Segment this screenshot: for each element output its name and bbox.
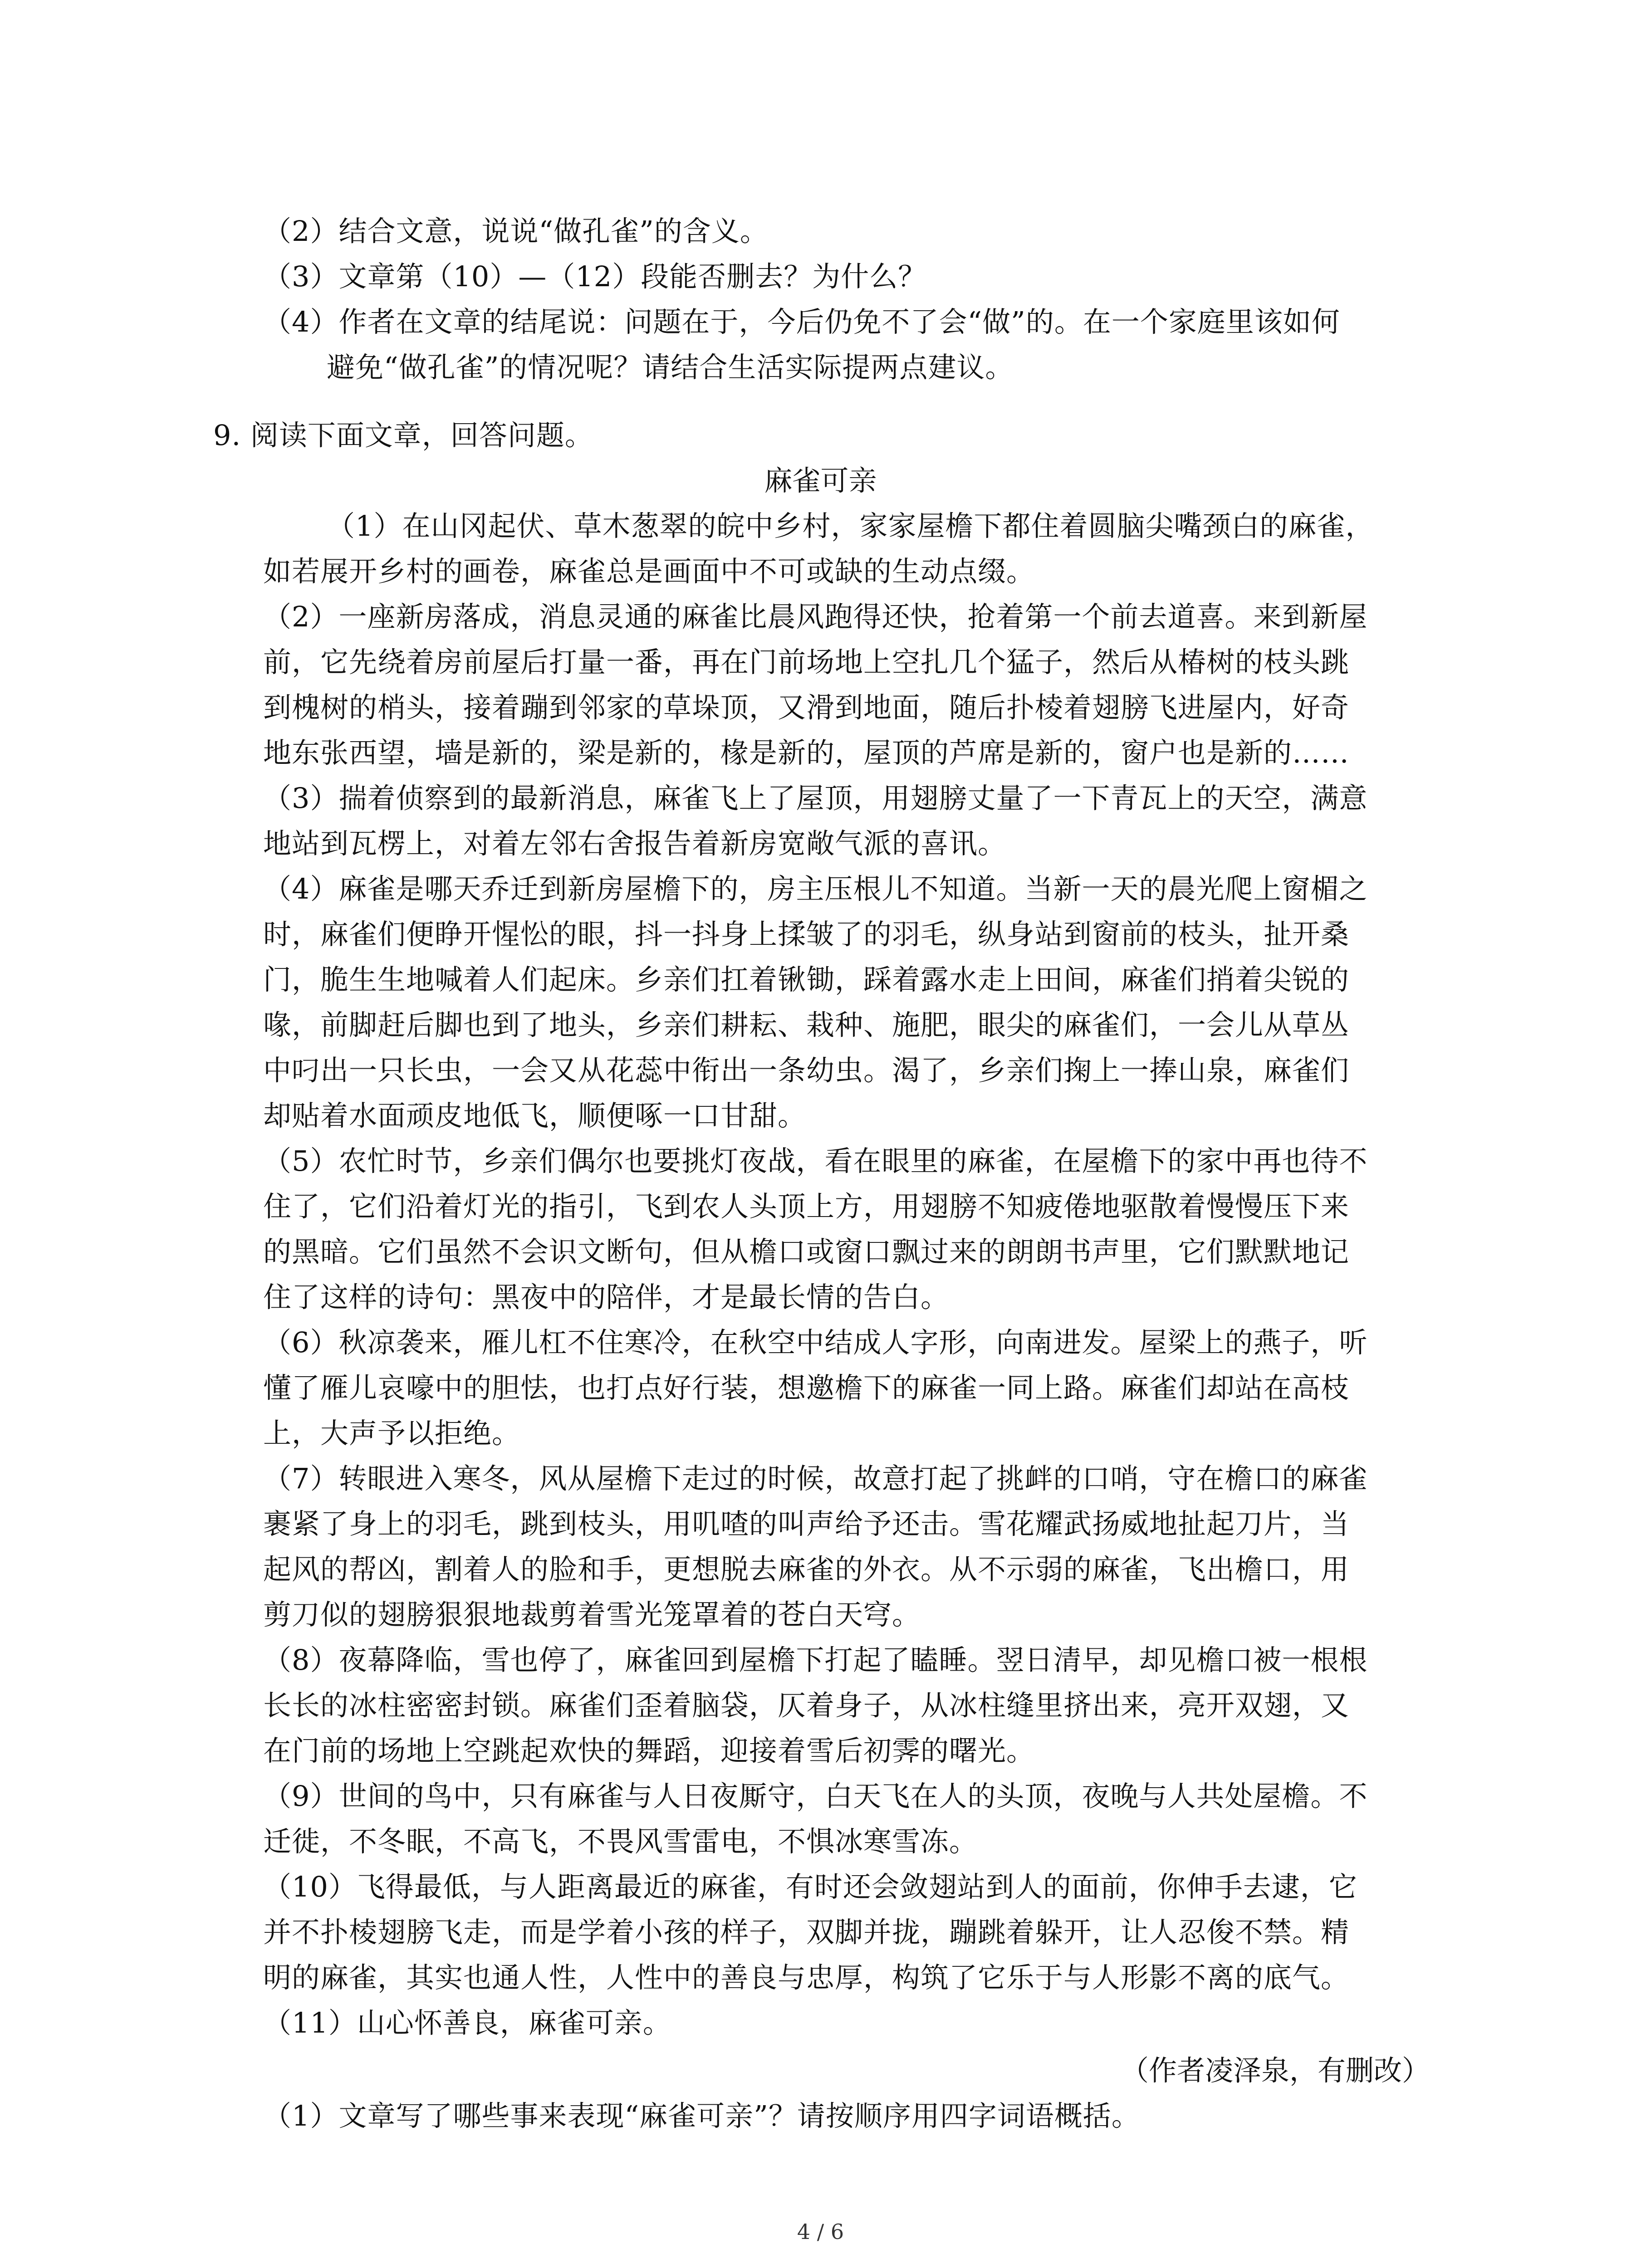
article-line: 前，它先绕着房前屋后打量一番，再在门前场地上空扎几个猛子，然后从椿树的枝头跳 <box>263 645 1350 679</box>
article-line: 迁徙，不冬眠，不高飞，不畏风雪雷电，不惧冰寒雪冻。 <box>263 1825 978 1858</box>
article-line: （7）转眼进入寒冬，风从屋檐下走过的时候，故意打起了挑衅的口哨，守在檐口的麻雀 <box>263 1462 1368 1495</box>
article-line: 门，脆生生地喊着人们起床。乡亲们扛着锹锄，踩着露水走上田间，麻雀们捎着尖锐的 <box>263 963 1350 996</box>
article-line: 裹紧了身上的羽毛，跳到枝头，用叽喳的叫声给予还击。雪花耀武扬威地扯起刀片，当 <box>263 1507 1350 1540</box>
article-line: （6）秋凉袭来，雁儿杠不住寒冷，在秋空中结成人字形，向南进发。屋梁上的燕子，听 <box>263 1326 1368 1359</box>
article-line: （2）一座新房落成，消息灵通的麻雀比晨风跑得还快，抢着第一个前去道喜。来到新屋 <box>263 600 1368 633</box>
article-line: （10）飞得最低，与人距离最近的麻雀，有时还会敛翅站到人的面前，你伸手去逮，它 <box>263 1870 1357 1903</box>
article-line: 起风的帮凶，割着人的脸和手，更想脱去麻雀的外衣。从不示弱的麻雀，飞出檐口，用 <box>263 1553 1350 1586</box>
article-attribution: （作者凌泽泉，有删改） <box>1120 2054 1430 2087</box>
article-line: （3）揣着侦察到的最新消息，麻雀飞上了屋顶，用翅膀丈量了一下青瓦上的天空，满意 <box>263 782 1368 815</box>
article-line: 中叼出一只长虫，一会又从花蕊中衔出一条幼虫。渴了，乡亲们掬上一捧山泉，麻雀们 <box>263 1054 1350 1087</box>
article-line: 住了这样的诗句：黑夜中的陪伴，才是最长情的告白。 <box>263 1281 950 1314</box>
question-line: （4）作者在文章的结尾说：问题在于，今后仍免不了会“做”的。在一个家庭里该如何 <box>263 305 1340 338</box>
article-line: 却贴着水面顽皮地低飞，顺便啄一口甘甜。 <box>263 1099 807 1132</box>
article-line: 懂了雁儿哀嚎中的胆怯，也打点好行装，想邀檐下的麻雀一同上路。麻雀们却站在高枝 <box>263 1371 1350 1404</box>
article-line: 到槐树的梢头，接着蹦到邻家的草垛顶，又滑到地面，随后扑棱着翅膀飞进屋内，好奇 <box>263 691 1350 724</box>
article-line: 住了，它们沿着灯光的指引，飞到农人头顶上方，用翅膀不知疲倦地驱散着慢慢压下来 <box>263 1190 1350 1223</box>
article-line: （9）世间的鸟中，只有麻雀与人日夜厮守，白天飞在人的头顶，夜晚与人共处屋檐。不 <box>263 1779 1368 1813</box>
article-line: （5）农忙时节，乡亲们偶尔也要挑灯夜战，看在眼里的麻雀，在屋檐下的家中再也待不 <box>263 1144 1368 1178</box>
article-line: （11）山心怀善良，麻雀可亲。 <box>263 2006 671 2039</box>
article-line: 明的麻雀，其实也通人性，人性中的善良与忠厚，构筑了它乐于与人形影不离的底气。 <box>263 1961 1350 1994</box>
article-line: 并不扑棱翅膀飞走，而是学着小孩的样子，双脚并拢，蹦跳着躲开，让人忍俊不禁。精 <box>263 1916 1350 1949</box>
article-line: 地站到瓦楞上，对着左邻右舍报告着新房宽敞气派的喜讯。 <box>263 827 1007 860</box>
article-title: 麻雀可亲 <box>764 464 877 497</box>
article-line: 的黑暗。它们虽然不会识文断句，但从檐口或窗口飘过来的朗朗书声里，它们默默地记 <box>263 1235 1350 1268</box>
article-line: （8）夜幕降临，雪也停了，麻雀回到屋檐下打起了瞌睡。翌日清早，却见檐口被一根根 <box>263 1643 1368 1677</box>
question-line: （2）结合文意，说说“做孔雀”的含义。 <box>263 215 769 248</box>
question-line: （3）文章第（10）—（12）段能否删去？为什么？ <box>263 260 927 293</box>
article-line: 喙，前脚赶后脚也到了地头，乡亲们耕耘、栽种、施肥，眼尖的麻雀们，一会儿从草丛 <box>263 1008 1350 1041</box>
article-line: 在门前的场地上空跳起欢快的舞蹈，迎接着雪后初霁的曙光。 <box>263 1734 1035 1767</box>
article-line: 时，麻雀们便睁开惺忪的眼，抖一抖身上揉皱了的羽毛，纵身站到窗前的枝头，扯开桑 <box>263 918 1350 951</box>
article-line: （1）在山冈起伏、草木葱翠的皖中乡村，家家屋檐下都住着圆脑尖嘴颈白的麻雀， <box>327 509 1374 543</box>
article-line: 剪刀似的翅膀狠狠地裁剪着雪光笼罩着的苍白天穹。 <box>263 1598 921 1631</box>
article-line: 上，大声予以拒绝。 <box>263 1417 521 1450</box>
article-line: 如若展开乡村的画卷，麻雀总是画面中不可或缺的生动点缀。 <box>263 555 1035 588</box>
question-line: 避免“做孔雀”的情况呢？请结合生活实际提两点建议。 <box>327 351 1014 384</box>
article-line: 长长的冰柱密密封锁。麻雀们歪着脑袋，仄着身子，从冰柱缝里挤出来，亮开双翅，又 <box>263 1689 1350 1722</box>
article-line: （4）麻雀是哪天乔迁到新房屋檐下的，房主压根儿不知道。当新一天的晨光爬上窗楣之 <box>263 872 1368 905</box>
article-line: 地东张西望，墙是新的，梁是新的，椽是新的，屋顶的芦席是新的，窗户也是新的…… <box>263 736 1350 769</box>
question-line: （1）文章写了哪些事来表现“麻雀可亲”？请按顺序用四字词语概括。 <box>263 2099 1140 2132</box>
page-number: 4 / 6 <box>797 2219 844 2244</box>
question-9-heading: 9. 阅读下面文章，回答问题。 <box>213 419 593 452</box>
